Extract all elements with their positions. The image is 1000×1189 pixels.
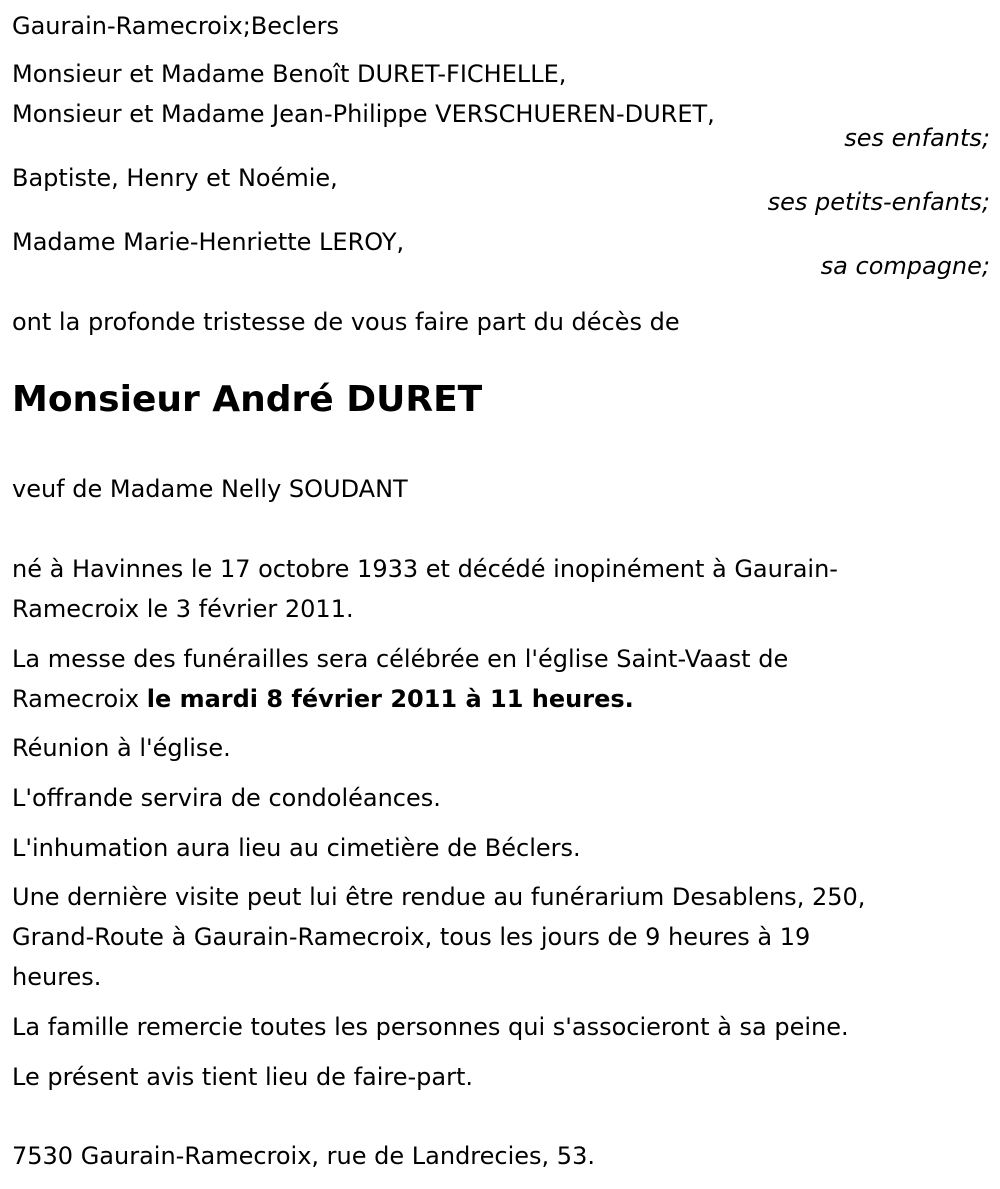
offering: L'offrande servira de condoléances.: [12, 784, 441, 812]
visit-line-1: Une dernière visite peut lui être rendue au funérarium Desablens, 250,: [12, 883, 866, 911]
visit-line-3: heures.: [12, 963, 102, 991]
grandchildren: Baptiste, Henry et Noémie,: [12, 164, 338, 192]
child-family-2: Monsieur et Madame Jean-Philippe VERSCHUEREN-DURET,: [12, 100, 715, 128]
deceased-name: Monsieur André DURET: [12, 379, 483, 420]
meeting-place: Réunion à l'église.: [12, 734, 231, 762]
children-role: ses enfants;: [844, 124, 990, 152]
birth-death-line-1: né à Havinnes le 17 octobre 1933 et décédé inopinément à Gaurain-: [12, 555, 838, 583]
notice: Le présent avis tient lieu de faire-part.: [12, 1063, 474, 1091]
child-family-1: Monsieur et Madame Benoît DURET-FICHELLE,: [12, 60, 567, 88]
announcement: ont la profonde tristesse de vous faire part du décès de: [12, 308, 680, 336]
widower-of: veuf de Madame Nelly SOUDANT: [12, 475, 408, 503]
thanks: La famille remercie toutes les personnes qui s'associeront à sa peine.: [12, 1013, 849, 1041]
address: 7530 Gaurain-Ramecroix, rue de Landrecies, 53.: [12, 1142, 595, 1170]
location-header: Gaurain-Ramecroix;Beclers: [12, 12, 340, 40]
visit-line-2: Grand-Route à Gaurain-Ramecroix, tous les jours de 9 heures à 19: [12, 923, 811, 951]
burial: L'inhumation aura lieu au cimetière de Béclers.: [12, 834, 581, 862]
funeral-date: le mardi 8 février 2011 à 11 heures.: [146, 685, 634, 713]
companion: Madame Marie-Henriette LEROY,: [12, 228, 405, 256]
birth-death-line-2: Ramecroix le 3 février 2011.: [12, 595, 354, 623]
funeral-line-1: La messe des funérailles sera célébrée en l'église Saint-Vaast de: [12, 645, 789, 673]
companion-role: sa compagne;: [820, 252, 990, 280]
grandchildren-role: ses petits-enfants;: [767, 188, 990, 216]
funeral-line-2: [12, 679, 634, 719]
funeral-line-2-prefix: Ramecroix: [12, 685, 147, 713]
